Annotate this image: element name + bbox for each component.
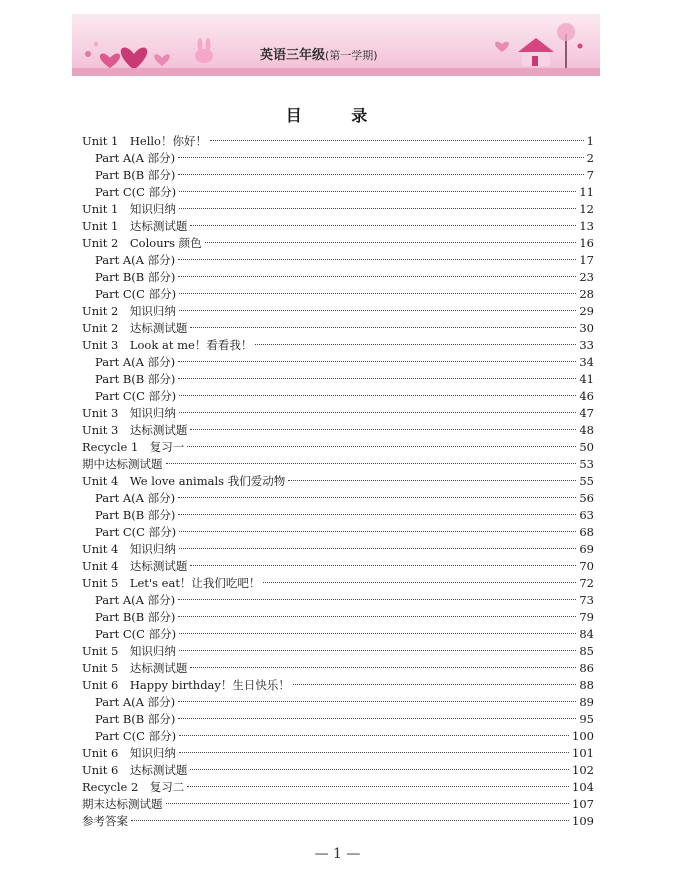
toc-entry-title: Unit 4 达标测试题	[82, 559, 188, 573]
toc-entry	[82, 388, 594, 405]
toc-entry	[82, 575, 594, 592]
toc-entry	[82, 558, 594, 575]
toc-dot-leader	[205, 242, 577, 243]
toc-entry	[82, 473, 594, 490]
toc-dot-leader	[178, 701, 576, 702]
toc-entry-page: 16	[579, 236, 594, 250]
toc-entry-title: Part C(C 部分)	[95, 287, 177, 301]
toc-entry-title: Unit 3 知识归纳	[82, 406, 176, 420]
toc-entry-page: 104	[572, 780, 594, 794]
toc-entry-title: Part B(B 部分)	[95, 610, 176, 624]
toc-entry-title: Part A(A 部分)	[95, 151, 176, 165]
toc-dot-leader	[178, 599, 576, 600]
toc-entry-page: 29	[579, 304, 594, 318]
toc-entry-title: Unit 3 达标测试题	[82, 423, 188, 437]
toc-entry-title: Part A(A 部分)	[95, 253, 176, 267]
toc-entry-title: 参考答案	[82, 814, 128, 828]
toc-entry	[82, 150, 594, 167]
toc-entry	[82, 133, 594, 150]
toc-dot-leader	[179, 191, 576, 192]
toc-dot-leader	[178, 259, 576, 260]
toc-dot-leader	[178, 378, 576, 379]
toc-entry-title: Unit 1 Hello！你好！	[82, 134, 207, 148]
toc-entry	[82, 626, 594, 643]
toc-entry-page: 79	[579, 610, 594, 624]
toc-entry-title: Part A(A 部分)	[95, 355, 176, 369]
toc-entry-title: Part B(B 部分)	[95, 508, 176, 522]
toc-entry-page: 85	[579, 644, 594, 658]
toc-entry-title: Part C(C 部分)	[95, 627, 177, 641]
toc-dot-leader	[179, 412, 576, 413]
toc-entry-title: Unit 4 知识归纳	[82, 542, 176, 556]
toc-dot-leader	[190, 327, 576, 328]
toc-dot-leader	[178, 616, 576, 617]
toc-entry-page: 23	[579, 270, 594, 284]
toc-entry-title: Unit 2 达标测试题	[82, 321, 188, 335]
toc-entry-title: Part C(C 部分)	[95, 525, 177, 539]
page-number: — 1 —	[314, 846, 361, 862]
toc-entry-page: 7	[586, 168, 594, 182]
toc-entry-page: 50	[579, 440, 594, 454]
toc-dot-leader	[255, 344, 576, 345]
toc-entry-page: 56	[579, 491, 594, 505]
toc-entry-page: 12	[579, 202, 594, 216]
toc-entry-page: 33	[579, 338, 594, 352]
toc-entry-title: Part A(A 部分)	[95, 695, 176, 709]
toc-entry-page: 86	[579, 661, 594, 675]
toc-entry-title: Part B(B 部分)	[95, 270, 176, 284]
toc-dot-leader	[178, 174, 583, 175]
toc-entry-page: 17	[579, 253, 594, 267]
toc-entry	[82, 541, 594, 558]
toc-entry	[82, 660, 594, 677]
toc-entry-page: 107	[572, 797, 594, 811]
toc-entry-page: 101	[572, 746, 594, 760]
toc-entry-page: 88	[579, 678, 594, 692]
toc-entry-title: Part A(A 部分)	[95, 491, 176, 505]
toc-dot-leader	[179, 633, 576, 634]
toc-entry	[82, 677, 594, 694]
toc-entry-title: Unit 5 Let's eat！让我们吃吧！	[82, 576, 261, 590]
toc-entry-title: 期末达标测试题	[82, 797, 163, 811]
toc-entry	[82, 490, 594, 507]
toc-entry	[82, 439, 594, 456]
toc-entry-title: Part B(B 部分)	[95, 712, 176, 726]
toc-entry-title: Unit 1 达标测试题	[82, 219, 188, 233]
toc-entry	[82, 320, 594, 337]
toc-entry-title: Part C(C 部分)	[95, 729, 177, 743]
banner-stripe	[72, 68, 600, 76]
house-tree-illustration-right	[495, 23, 582, 68]
toc-dot-leader	[190, 667, 576, 668]
toc-entry-page: 95	[579, 712, 594, 726]
toc-entry	[82, 303, 594, 320]
toc-entry	[82, 201, 594, 218]
toc-dot-leader	[179, 208, 576, 209]
toc-entry-title: Unit 2 Colours 颜色	[82, 236, 202, 250]
toc-dot-leader	[166, 463, 577, 464]
toc-entry	[82, 269, 594, 286]
toc-dot-leader	[179, 310, 576, 311]
toc-entry	[82, 643, 594, 660]
toc-dot-leader	[293, 684, 576, 685]
toc-dot-leader	[210, 140, 584, 141]
toc-entry-page: 11	[579, 185, 594, 199]
toc-entry	[82, 813, 594, 830]
toc-entry-title: Unit 6 Happy birthday！生日快乐！	[82, 678, 290, 692]
toc-entry	[82, 405, 594, 422]
toc-entry	[82, 728, 594, 745]
toc-entry-title: Unit 3 Look at me！看看我！	[82, 338, 253, 352]
toc-entry	[82, 524, 594, 541]
toc-entry	[82, 252, 594, 269]
toc-entry-title: 期中达标测试题	[82, 457, 163, 471]
toc-entry	[82, 422, 594, 439]
toc-entry-page: 109	[572, 814, 594, 828]
toc-entry-page: 55	[579, 474, 594, 488]
toc-entry-title: Unit 6 知识归纳	[82, 746, 176, 760]
toc-entry-title: Unit 6 达标测试题	[82, 763, 188, 777]
toc-entry	[82, 456, 594, 473]
toc-dot-leader	[166, 803, 570, 804]
toc-entry	[82, 218, 594, 235]
toc-entry	[82, 592, 594, 609]
toc-entry-page: 84	[579, 627, 594, 641]
toc-entry	[82, 694, 594, 711]
toc-dot-leader	[190, 769, 569, 770]
toc-entry-title: Part B(B 部分)	[95, 372, 176, 386]
toc-heading: 目 录	[285, 106, 390, 125]
toc-entry	[82, 337, 594, 354]
book-title-main: 英语三年级	[260, 48, 326, 63]
toc-dot-leader	[179, 735, 569, 736]
toc-entry-page: 41	[579, 372, 594, 386]
toc-entry	[82, 167, 594, 184]
toc-entry-title: Unit 1 知识归纳	[82, 202, 176, 216]
toc-entry	[82, 711, 594, 728]
toc-entry	[82, 762, 594, 779]
toc-dot-leader	[178, 718, 576, 719]
toc-entry-title: Recycle 2 复习二	[82, 780, 185, 794]
toc-dot-leader	[187, 786, 569, 787]
toc-entry-page: 34	[579, 355, 594, 369]
toc-entry-page: 47	[579, 406, 594, 420]
toc-entry-title: Unit 2 知识归纳	[82, 304, 176, 318]
toc-entry-page: 2	[586, 151, 594, 165]
toc-entry-page: 72	[579, 576, 594, 590]
toc-entry-page: 13	[579, 219, 594, 233]
toc-entry	[82, 745, 594, 762]
bunny-heart-illustration-left	[85, 38, 213, 70]
header-banner	[72, 14, 600, 76]
toc-entry-page: 53	[579, 457, 594, 471]
toc-dot-leader	[187, 446, 576, 447]
toc-dot-leader	[190, 429, 576, 430]
toc-entry	[82, 371, 594, 388]
toc-entry-title: Part C(C 部分)	[95, 389, 177, 403]
toc-dot-leader	[288, 480, 576, 481]
book-title-term: (第一学期)	[325, 49, 378, 62]
toc-entry-page: 100	[572, 729, 594, 743]
toc-dot-leader	[190, 225, 576, 226]
toc-entry	[82, 507, 594, 524]
toc-entry	[82, 779, 594, 796]
toc-entry-title: Unit 4 We love animals 我们爱动物	[82, 474, 286, 488]
toc-entry	[82, 235, 594, 252]
toc-entry	[82, 796, 594, 813]
toc-dot-leader	[190, 565, 576, 566]
toc-dot-leader	[131, 820, 569, 821]
toc-entry-page: 89	[579, 695, 594, 709]
toc-dot-leader	[178, 157, 584, 158]
toc-dot-leader	[179, 395, 576, 396]
toc-entry	[82, 609, 594, 626]
toc-entry	[82, 184, 594, 201]
toc-entry-page: 1	[586, 134, 594, 148]
toc-entry-page: 69	[579, 542, 594, 556]
toc-entry-title: Part B(B 部分)	[95, 168, 176, 182]
table-of-contents	[82, 133, 594, 830]
toc-dot-leader	[178, 514, 576, 515]
toc-dot-leader	[179, 752, 569, 753]
toc-entry-page: 46	[579, 389, 594, 403]
toc-entry-title: Unit 5 达标测试题	[82, 661, 188, 675]
toc-entry-title: Part C(C 部分)	[95, 185, 177, 199]
toc-dot-leader	[178, 361, 576, 362]
toc-entry-page: 68	[579, 525, 594, 539]
toc-entry-page: 102	[572, 763, 594, 777]
toc-dot-leader	[179, 531, 576, 532]
toc-entry-title: Unit 5 知识归纳	[82, 644, 176, 658]
toc-entry-page: 30	[579, 321, 594, 335]
toc-dot-leader	[179, 293, 576, 294]
toc-entry-page: 73	[579, 593, 594, 607]
toc-dot-leader	[179, 650, 576, 651]
toc-dot-leader	[178, 497, 576, 498]
toc-dot-leader	[178, 276, 576, 277]
toc-entry-page: 28	[579, 287, 594, 301]
toc-entry-page: 48	[579, 423, 594, 437]
toc-entry	[82, 286, 594, 303]
toc-entry-title: Part A(A 部分)	[95, 593, 176, 607]
toc-entry-page: 70	[579, 559, 594, 573]
toc-entry	[82, 354, 594, 371]
toc-entry-page: 63	[579, 508, 594, 522]
toc-dot-leader	[263, 582, 576, 583]
book-title	[260, 44, 378, 63]
toc-dot-leader	[179, 548, 576, 549]
toc-entry-title: Recycle 1 复习一	[82, 440, 185, 454]
